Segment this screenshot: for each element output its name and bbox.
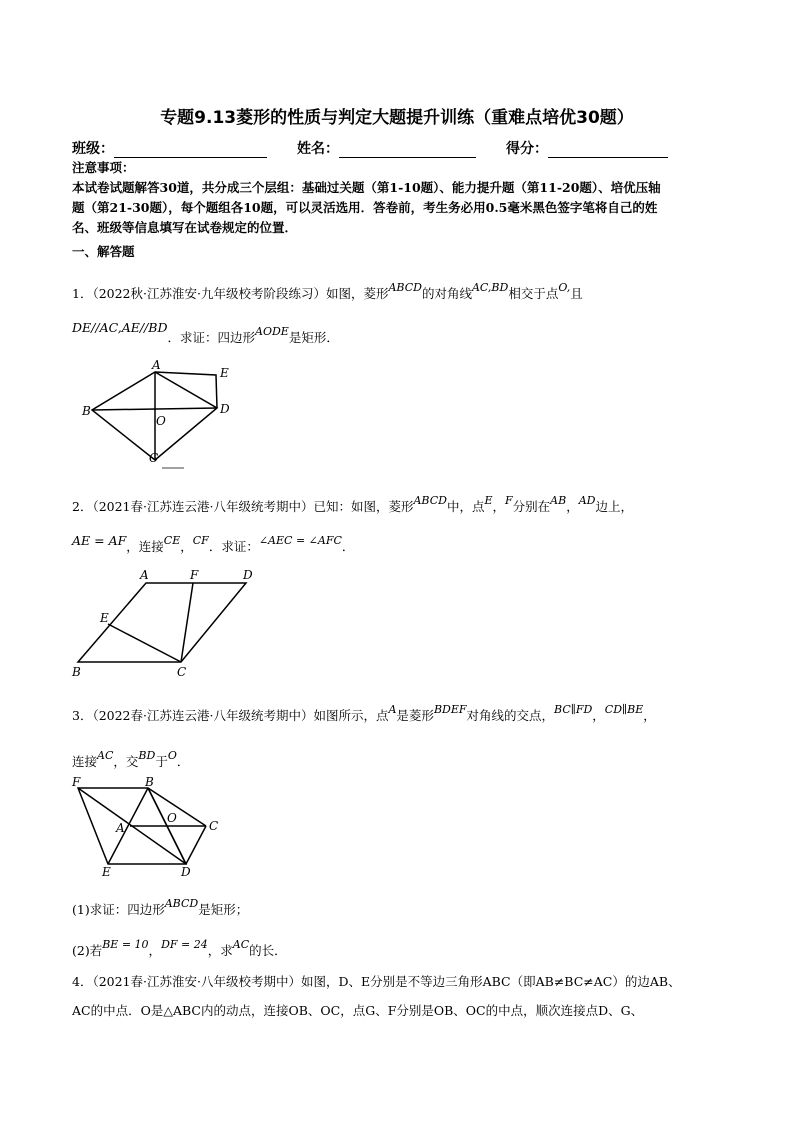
q3-text: (1)求证：四边形 — [72, 902, 165, 917]
q2-text: 2．（2021春·江苏连云港·八年级统考期中）已知：如图，菱形 — [72, 499, 414, 514]
q3-math: O — [167, 749, 177, 762]
page-title: 专题9.13菱形的性质与判定大题提升训练（重难点培优30题） — [160, 108, 634, 128]
q4-line-1: 4．（2021春·江苏淮安·八年级校考期中）如图，D、E分别是不等边三角形ABC（即AB≠BC≠AC）的边AB、 — [72, 974, 681, 989]
q1-figure — [80, 360, 240, 472]
class-blank[interactable] — [114, 143, 267, 158]
notice-line-3: 名、班级等信息填写在试卷规定的位置． — [72, 220, 298, 235]
q3-part-2 — [72, 938, 287, 962]
q1-text: ．求证：四边形 — [167, 330, 255, 345]
q1-text: 相交于点 — [508, 286, 559, 301]
q2-label-d: D — [243, 568, 253, 582]
q1-math: AC,BD — [471, 281, 509, 294]
q2-math: CE — [163, 534, 181, 547]
q3-label-c: C — [209, 819, 219, 833]
q2-figure — [66, 566, 266, 682]
score-blank[interactable] — [548, 143, 668, 158]
class-field[interactable] — [72, 138, 267, 158]
notice-line-1: 本试卷试题解答30道，共分成三个层组：基础过关题（第1-10题）、能力提升题（第11-20题）、培优压轴 — [72, 180, 661, 195]
notice-line-2: 题（第21-30题），每个题组各10题，可以灵活选用．答卷前，考生务必用0.5毫米黑色签字笔将自己的姓 — [72, 200, 658, 215]
name-blank[interactable] — [339, 143, 476, 158]
q2-math: CF — [192, 534, 209, 547]
q2-math: AE = AF — [72, 533, 127, 548]
q1-math: DE//AC,AE//BD — [72, 320, 168, 335]
q1-label-a: A — [152, 360, 161, 372]
q2-label-e: E — [100, 611, 109, 625]
q1-math: AODE — [255, 325, 289, 338]
q3-text: 于 — [155, 754, 168, 769]
q3-math: BDEF — [433, 703, 467, 716]
q2-line-1 — [72, 494, 633, 518]
q3-text: (2)若 — [72, 943, 103, 958]
q1-label-e: E — [220, 366, 229, 380]
q3-text: ， — [148, 943, 162, 958]
q2-label-f: F — [190, 568, 199, 582]
q2-text: ， — [492, 499, 505, 514]
q2-label-c: C — [177, 665, 187, 679]
q2-math: ∠AEC = ∠AFC — [258, 534, 342, 547]
q3-line-1 — [72, 703, 656, 727]
q3-text: 连接 — [72, 754, 98, 769]
name-field[interactable] — [297, 138, 476, 158]
score-field[interactable] — [506, 138, 668, 158]
q3-text: 是矩形； — [198, 902, 249, 917]
section-heading: 一、解答题 — [72, 244, 135, 259]
q3-text: ，交 — [113, 754, 139, 769]
q3-text: ， — [592, 708, 605, 723]
q2-line-2 — [72, 533, 355, 558]
q3-line-2 — [72, 749, 190, 773]
q3-text: ， — [643, 708, 656, 723]
q3-math: BC∥FD — [554, 703, 593, 716]
q3-math: CD∥BE — [604, 703, 644, 716]
q2-math: AD — [578, 494, 596, 507]
q1-label-b: B — [82, 404, 91, 418]
q3-math: ABCD — [164, 897, 199, 910]
q3-label-d: D — [181, 865, 191, 879]
q2-text: ，连接 — [126, 539, 164, 554]
q3-label-e: E — [102, 865, 111, 879]
q2-text: ， — [566, 499, 579, 514]
q3-math: DF = 24 — [161, 938, 208, 951]
q1-text: 的对角线 — [421, 286, 472, 301]
q3-label-b: B — [145, 775, 154, 789]
class-label: 班级： — [72, 141, 114, 157]
name-label: 姓名： — [297, 141, 339, 157]
q1-line-1 — [72, 281, 583, 305]
q2-label-a: A — [140, 568, 149, 582]
q2-text: 边上， — [595, 499, 633, 514]
q2-text: ． — [341, 539, 355, 554]
notice-heading: 注意事项： — [72, 160, 135, 175]
q3-text: 是菱形 — [396, 708, 434, 723]
q1-math: ABCD — [388, 281, 422, 294]
q3-math: A — [388, 703, 397, 716]
q2-label-b: B — [72, 665, 81, 679]
q1-label-c: C — [149, 451, 159, 465]
q1-line-2 — [72, 320, 339, 349]
q3-text: ． — [176, 754, 190, 769]
q1-text: 是矩形． — [288, 330, 339, 345]
q3-label-f: F — [72, 775, 81, 789]
q3-text: ，求 — [207, 943, 233, 958]
q2-text: 中，点 — [446, 499, 485, 514]
q3-text: 对角线的交点， — [466, 708, 555, 723]
q1-label-d: D — [220, 402, 230, 416]
q3-math: AC — [97, 749, 114, 762]
q3-label-a: A — [116, 821, 125, 835]
q3-label-o: O — [167, 811, 177, 825]
q1-text: 1．（2022秋·江苏淮安·九年级校考阶段练习）如图，菱形 — [72, 286, 389, 301]
q3-text: 的长． — [249, 943, 287, 958]
q2-text: ， — [180, 539, 193, 554]
q3-math: BD — [138, 749, 156, 762]
q2-math: AB — [550, 494, 567, 507]
q3-math: BE = 10 — [102, 938, 149, 951]
q3-part-1 — [72, 897, 249, 921]
q1-math: O, — [558, 281, 571, 294]
q1-text: 且 — [570, 286, 583, 301]
q2-math: F — [505, 494, 513, 507]
q2-math: E — [484, 494, 493, 507]
q2-text: ．求证： — [208, 539, 259, 554]
q2-math: ABCD — [413, 494, 447, 507]
q3-math: AC — [232, 938, 250, 951]
q3-figure — [66, 774, 236, 880]
score-label: 得分： — [506, 141, 548, 157]
info-fields — [72, 138, 722, 158]
q1-label-o: O — [156, 414, 166, 428]
q4-line-2: AC的中点．O是△ABC内的动点，连接OB、OC，点G、F分别是OB、OC的中点，顺次连接点D、G、 — [72, 1003, 644, 1018]
q2-text: 分别在 — [512, 499, 551, 514]
q3-text: 3．（2022春·江苏连云港·八年级统考期中）如图所示，点 — [72, 708, 389, 723]
